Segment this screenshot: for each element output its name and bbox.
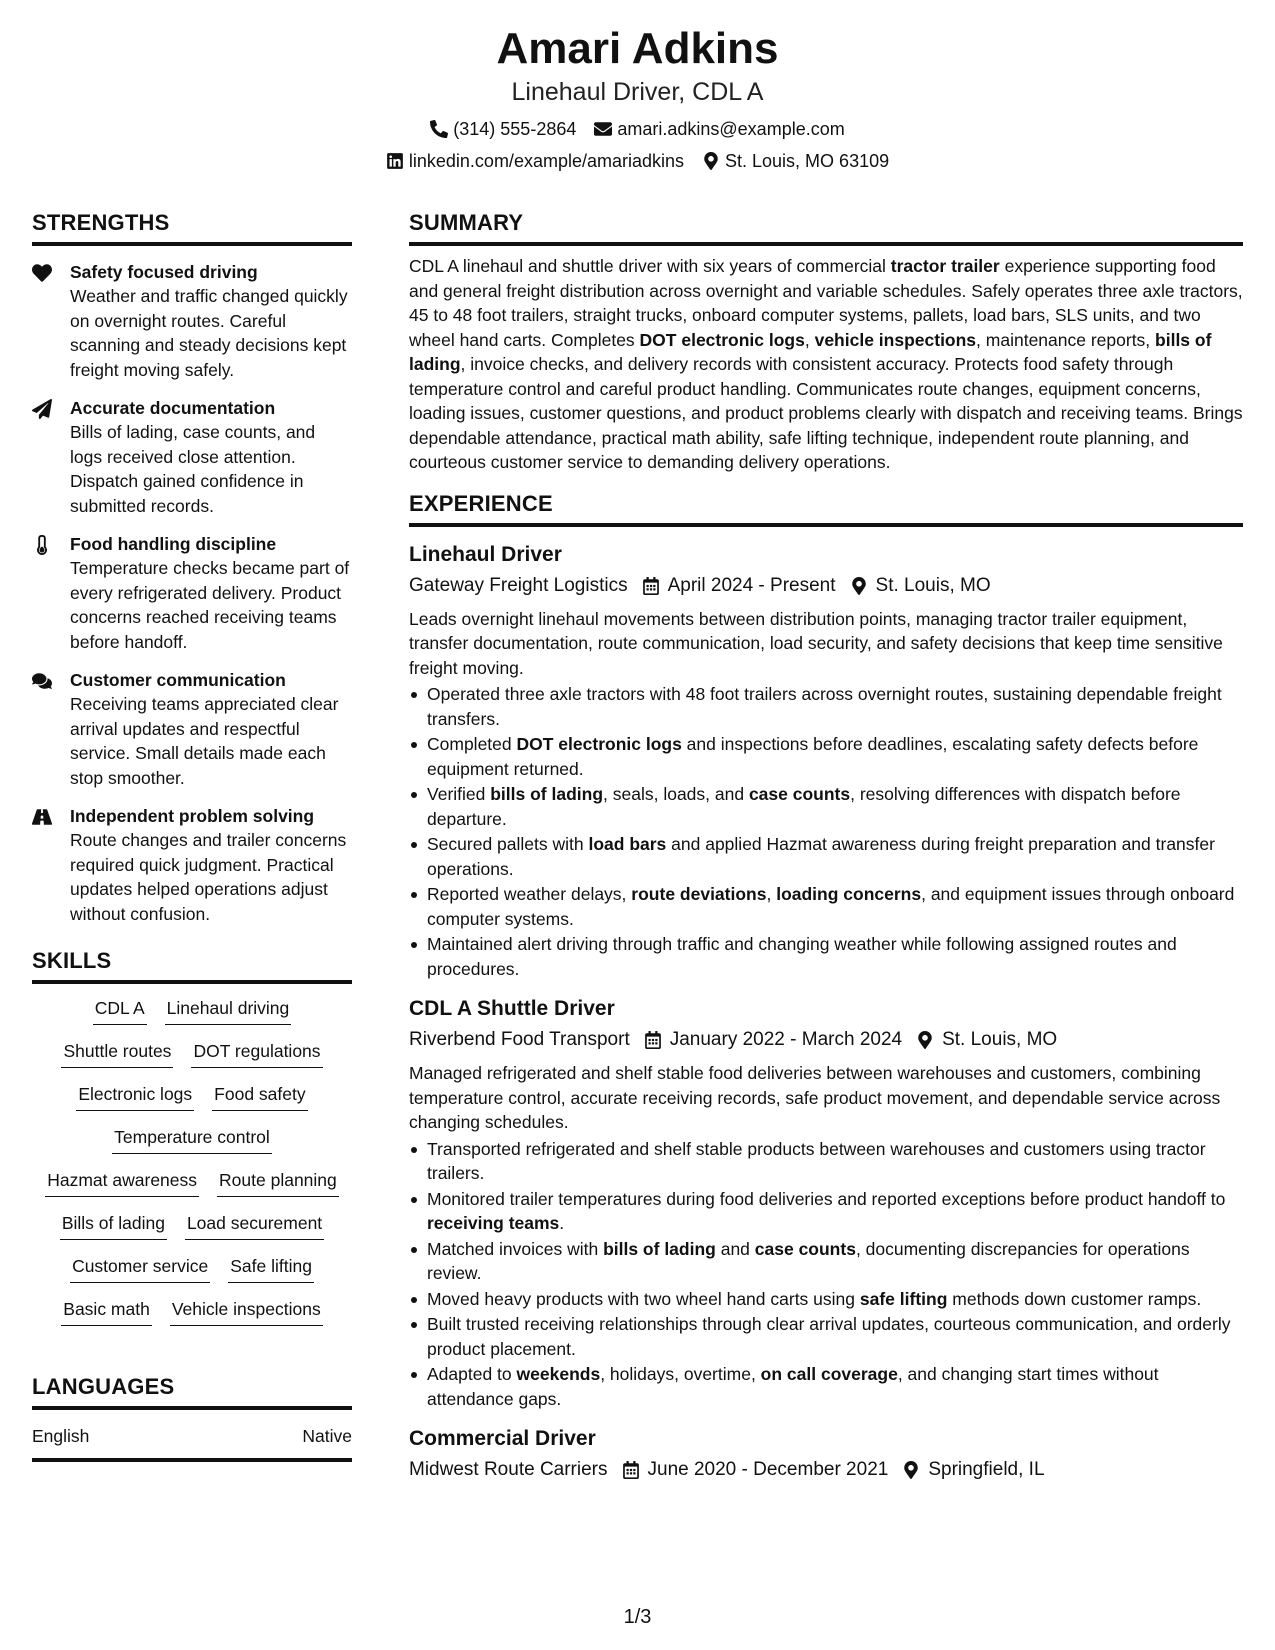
- text-segment: methods down customer ramps.: [947, 1288, 1202, 1309]
- job-bullets: [409, 682, 1243, 981]
- text-segment: Verified: [427, 784, 491, 804]
- skill-tag: Hazmat awareness: [45, 1168, 199, 1197]
- skill-tag: Route planning: [217, 1168, 339, 1197]
- text-segment: Matched invoices with: [427, 1238, 604, 1259]
- language-level: Native: [302, 1426, 352, 1446]
- experience-heading: EXPERIENCE: [409, 491, 1243, 527]
- text-segment: , documenting discrepancies for operations review.: [427, 1238, 1190, 1283]
- languages-heading: LANGUAGES: [32, 1374, 352, 1410]
- heart-icon: [32, 260, 70, 382]
- job-title: CDL A Shuttle Driver: [409, 997, 615, 1020]
- text-segment: , and changing start times without attendance gaps.: [427, 1364, 1159, 1409]
- strength-desc: Temperature checks became part of every refrigerated delivery. Product concerns reached receiving teams before handoff.: [70, 558, 350, 652]
- thermometer-icon: [32, 532, 70, 654]
- text-segment: , resolving differences with dispatch before departure.: [427, 784, 1181, 829]
- email-contact[interactable]: [594, 118, 844, 140]
- skill-tag: Customer service: [70, 1254, 210, 1283]
- text-segment: , seals, loads, and: [603, 784, 749, 804]
- job-dates: January 2022 - March 2024: [669, 1029, 903, 1050]
- road-icon: [32, 804, 70, 926]
- language-row: [32, 1424, 352, 1462]
- phone-icon: [430, 120, 448, 138]
- strength-desc: Receiving teams appreciated clear arrival updates and respectful service. Small details made each stop smoother.: [70, 694, 339, 788]
- candidate-role: Linehaul Driver, CDL A: [511, 78, 764, 106]
- bold-keyword: load bars: [588, 834, 667, 854]
- location-contact: [702, 150, 889, 172]
- bullet-item: [409, 832, 1243, 881]
- bold-keyword: DOT electronic logs: [516, 734, 682, 754]
- job-dates: April 2024 - Present: [667, 574, 836, 596]
- strength-item: [32, 396, 352, 518]
- calendar-icon: [642, 577, 660, 595]
- text-segment: Maintained alert driving through traffic and changing weather while following assigned routes and procedures.: [427, 934, 1177, 979]
- email-text: amari.adkins@example.com: [617, 119, 845, 139]
- text-segment: , holidays, overtime,: [600, 1364, 761, 1384]
- strength-desc: Route changes and trailer concerns required quick judgment. Practical updates helped operations adjust without confusion.: [70, 830, 347, 924]
- bold-keyword: bills of lading: [603, 1238, 716, 1259]
- job-meta: [409, 1027, 1243, 1053]
- skill-tag: Linehaul driving: [165, 996, 292, 1025]
- map-marker-icon: [916, 1031, 934, 1049]
- strengths-list: [32, 260, 352, 926]
- job-dates: June 2020 - December 2021: [647, 1459, 889, 1480]
- strength-item: [32, 668, 352, 790]
- job-location: St. Louis, MO: [875, 574, 991, 596]
- text-segment: , maintenance reports,: [976, 329, 1156, 350]
- linkedin-text: linkedin.com/example/amariadkins: [408, 151, 685, 171]
- bullet-item: [409, 1237, 1243, 1286]
- envelope-icon: [594, 120, 612, 138]
- right-column: [409, 210, 1243, 1483]
- linkedin-icon: [386, 152, 404, 170]
- skill-tag: Electronic logs: [76, 1082, 194, 1111]
- page-number: 1/3: [623, 1606, 652, 1628]
- bullet-item: [409, 1187, 1243, 1236]
- strength-text: [70, 396, 352, 518]
- calendar-icon: [622, 1461, 640, 1479]
- strength-text: [70, 260, 352, 382]
- bold-keyword: loading concerns: [776, 884, 922, 904]
- map-marker-icon: [702, 152, 720, 170]
- job-company: Gateway Freight Logistics: [409, 574, 628, 596]
- strength-text: [70, 668, 352, 790]
- bullet-item: [409, 882, 1243, 931]
- text-segment: and applied Hazmat awareness during freight preparation and transfer operations.: [427, 834, 1215, 879]
- strength-item: [32, 804, 352, 926]
- left-column: [32, 210, 352, 1462]
- paper-plane-icon: [32, 396, 70, 518]
- job-bullets: [409, 1137, 1243, 1412]
- text-segment: , and equipment issues through onboard computer systems.: [427, 884, 1235, 929]
- job-entry: [409, 1425, 1243, 1483]
- strengths-heading: STRENGTHS: [32, 210, 352, 246]
- contact-row-1: [0, 118, 1275, 140]
- strength-text: [70, 532, 352, 654]
- text-segment: Secured pallets with: [427, 834, 589, 854]
- job-entry: [409, 995, 1243, 1411]
- language-name: English: [32, 1426, 90, 1446]
- text-segment: CDL A linehaul and shuttle driver with six years of commercial: [409, 256, 891, 276]
- bold-keyword: on call coverage: [760, 1364, 898, 1384]
- job-title: Commercial Driver: [409, 1427, 596, 1450]
- bold-keyword: bills of lading: [409, 329, 1212, 374]
- bullet-item: [409, 732, 1243, 781]
- job-location: St. Louis, MO: [942, 1029, 1058, 1050]
- bold-keyword: case counts: [754, 1238, 856, 1259]
- strength-title: Food handling discipline: [70, 534, 277, 554]
- bullet-item: [409, 1287, 1243, 1312]
- bullet-item: [409, 782, 1243, 831]
- skills-list: [32, 996, 352, 1326]
- skill-tag: Vehicle inspections: [170, 1297, 323, 1326]
- skill-tag: Temperature control: [112, 1125, 272, 1154]
- strength-title: Customer communication: [70, 670, 286, 690]
- job-description: Managed refrigerated and shelf stable food deliveries between warehouses and customers, combining temperature control, accurate receiving records, safe product movement, and dependable service across changing schedules.: [409, 1063, 1221, 1132]
- location-text: St. Louis, MO 63109: [725, 151, 890, 171]
- bold-keyword: safe lifting: [859, 1288, 948, 1309]
- bold-keyword: bills of lading: [490, 784, 604, 804]
- strength-desc: Weather and traffic changed quickly on overnight routes. Careful scanning and steady decisions kept freight moving safely.: [70, 286, 348, 380]
- job-company: Midwest Route Carriers: [409, 1459, 608, 1480]
- calendar-icon: [644, 1031, 662, 1049]
- bold-keyword: weekends: [516, 1364, 601, 1384]
- skill-tag: DOT regulations: [191, 1039, 322, 1068]
- text-segment: Reported weather delays,: [427, 884, 632, 904]
- phone-text: (314) 555-2864: [453, 119, 577, 139]
- experience-list: [409, 541, 1243, 1484]
- text-segment: ,: [804, 329, 815, 350]
- strength-text: [70, 804, 352, 926]
- text-segment: Transported refrigerated and shelf stable products between warehouses and customers using tractor trailers.: [427, 1138, 1206, 1183]
- text-segment: Built trusted receiving relationships through clear arrival updates, courteous communication, and orderly product placement.: [427, 1314, 1231, 1359]
- text-segment: and inspections before deadlines, escalating safety defects before equipment returned.: [427, 734, 1199, 779]
- bold-keyword: case counts: [748, 784, 851, 804]
- strength-title: Independent problem solving: [70, 806, 315, 826]
- text-segment: Adapted to: [427, 1364, 517, 1384]
- job-title: Linehaul Driver: [409, 542, 562, 566]
- skill-tag: Load securement: [185, 1211, 324, 1240]
- bullet-item: [409, 682, 1243, 731]
- text-segment: .: [559, 1213, 565, 1233]
- bold-keyword: receiving teams: [427, 1213, 560, 1233]
- bullet-item: [409, 1137, 1243, 1186]
- bold-keyword: tractor trailer: [890, 256, 1000, 276]
- skill-tag: Food safety: [212, 1082, 307, 1111]
- strength-title: Safety focused driving: [70, 262, 258, 282]
- bold-keyword: DOT electronic logs: [639, 329, 805, 350]
- skill-tag: Shuttle routes: [61, 1039, 173, 1068]
- job-company: Riverbend Food Transport: [409, 1029, 630, 1050]
- languages-list: [32, 1424, 352, 1462]
- resume-header: [0, 22, 1275, 172]
- strength-title: Accurate documentation: [70, 398, 276, 418]
- job-location: Springfield, IL: [928, 1459, 1045, 1480]
- text-segment: Moved heavy products with two wheel hand carts using: [427, 1288, 860, 1309]
- job-entry: [409, 541, 1243, 982]
- map-marker-icon: [902, 1461, 920, 1479]
- text-segment: , invoice checks, and delivery records with consistent accuracy. Protects food safety through temperature control and careful product handling. Communicates route changes, equipment concerns, loading issues, customer questions, and product problems clearly with dispatch and receiving teams. Brings dependable attendance, practical math ability, safe lifting technique, independent route planning, and courteous customer service to demanding delivery operations.: [409, 354, 1243, 472]
- bold-keyword: route deviations: [631, 884, 767, 904]
- text-segment: experience supporting food and general freight distribution across overnight and variable schedules. Safely operates three axle tractors, 45 to 48 foot trailers, straight trucks, onboard computer systems, pallets, load bars, SLS units, and two wheel hand carts. Completes: [409, 256, 1243, 350]
- map-marker-icon: [850, 577, 868, 595]
- strength-desc: Bills of lading, case counts, and logs received close attention. Dispatch gained confidence in submitted records.: [70, 422, 316, 516]
- bullet-item: [409, 932, 1243, 981]
- job-description: Leads overnight linehaul movements between distribution points, managing tractor trailer equipment, transfer documentation, route communication, load security, and safety decisions that keep time sensitive freight moving.: [409, 608, 1223, 678]
- text-segment: Monitored trailer temperatures during food deliveries and reported exceptions before product handoff to: [427, 1188, 1226, 1209]
- skill-tag: Basic math: [61, 1297, 152, 1326]
- text-segment: Operated three axle tractors with 48 foot trailers across overnight routes, sustaining dependable freight transfers.: [427, 684, 1222, 729]
- text-segment: ,: [766, 884, 777, 904]
- skill-tag: Safe lifting: [228, 1254, 314, 1283]
- text-segment: and: [715, 1238, 755, 1259]
- summary-heading: SUMMARY: [409, 210, 1243, 246]
- contact-row-2: [0, 150, 1275, 172]
- strength-item: [32, 260, 352, 382]
- bullet-item: [409, 1362, 1243, 1411]
- skill-tag: Bills of lading: [60, 1211, 167, 1240]
- candidate-name: Amari Adkins: [496, 24, 779, 73]
- skill-tag: CDL A: [93, 996, 147, 1025]
- bullet-item: [409, 1312, 1243, 1361]
- strength-item: [32, 532, 352, 654]
- phone-contact: [430, 118, 576, 140]
- summary-text: [409, 254, 1243, 475]
- skills-heading: SKILLS: [32, 948, 352, 984]
- job-meta: [409, 1457, 1243, 1483]
- text-segment: Completed: [427, 734, 517, 754]
- comments-icon: [32, 668, 70, 790]
- job-meta: [409, 573, 1243, 599]
- linkedin-contact[interactable]: [386, 150, 684, 172]
- bold-keyword: vehicle inspections: [814, 329, 977, 350]
